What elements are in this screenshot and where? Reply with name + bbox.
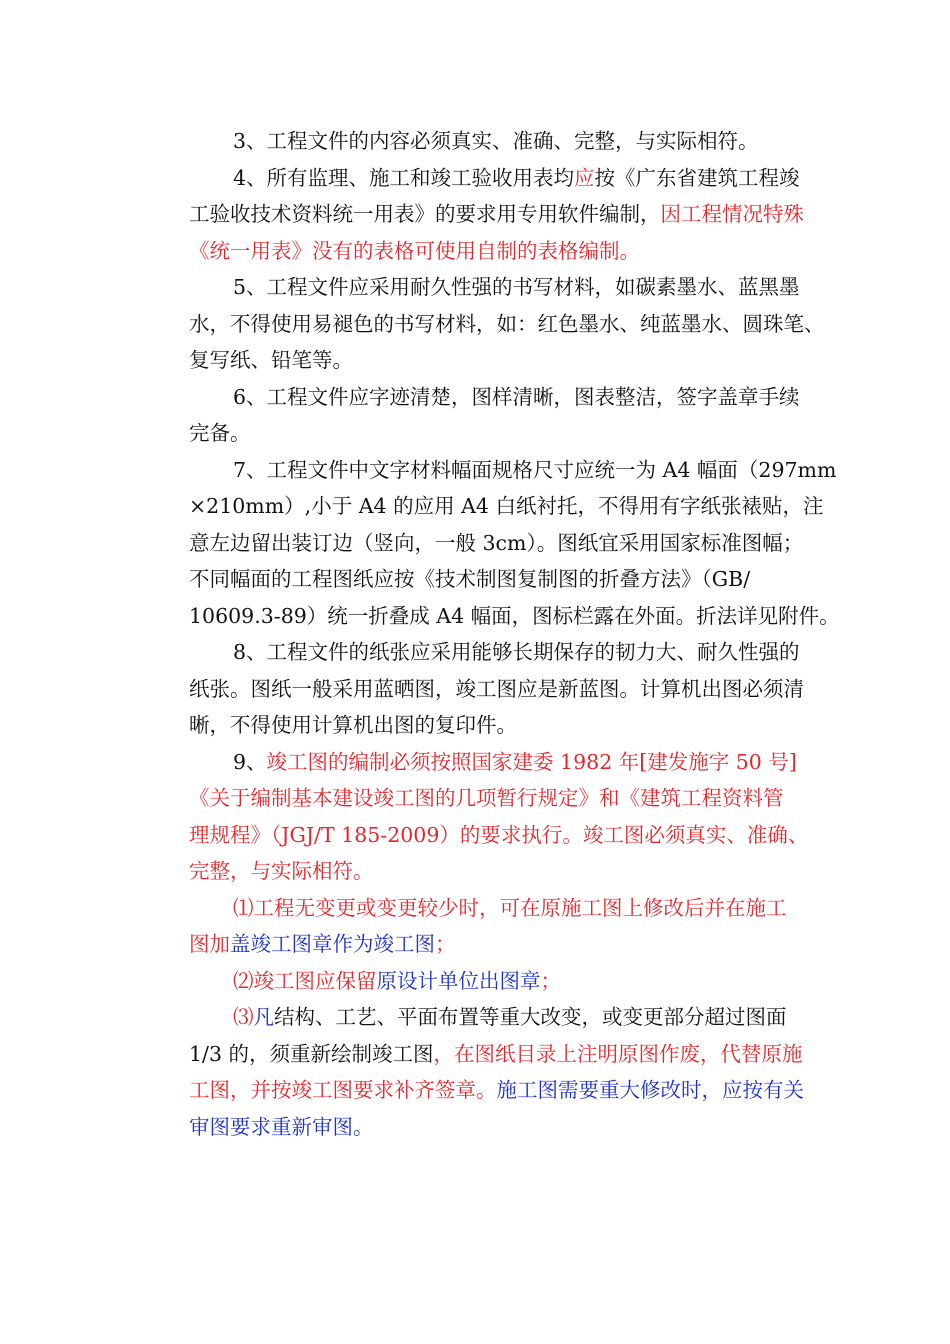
sub-item-1-text: ； (435, 932, 456, 956)
item-7-line-3: 意左边留出装订边（竖向，一般 3cm）。图纸宜采用国家标准图幅； (189, 530, 804, 555)
sub-item-3-line-1 (145, 999, 813, 1036)
sub-item-3-line-3 (145, 1072, 813, 1109)
item-4-highlight: 应 (574, 165, 595, 190)
item-7-line-2: ×210mm）,小于 A4 的应用 A4 白纸衬托，不得用有字纸张裱贴，注 (189, 494, 824, 518)
sub-item-2-highlight: 原设计单位出图章 (376, 968, 541, 993)
item-8-line-1: 8、工程文件的纸张应采用能够长期保存的韧力大、耐久性强的 (233, 640, 800, 664)
sub-item-3 (145, 999, 813, 1145)
sub-item-2 (145, 963, 813, 1000)
item-8 (145, 634, 813, 744)
item-4-line-3: 《统一用表》没有的表格可使用自制的表格编制。 (189, 238, 640, 263)
item-4-text: 工验收技术资料统一用表》的要求用专用软件编制， (189, 202, 661, 226)
item-5-line-2: 水，不得使用易褪色的书写材料，如：红色墨水、纯蓝墨水、圆珠笔、 (189, 311, 825, 336)
item-4-highlight: 因工程情况特殊 (660, 202, 804, 226)
item-3 (145, 123, 813, 160)
item-4 (145, 160, 813, 270)
sub-item-3-highlight: 施工图需要重大修改时，应按有关 (496, 1078, 804, 1102)
item-7-line-4: 不同幅面的工程图纸应按《技术制图复制图的折叠方法》（GB/ (189, 567, 751, 591)
sub-item-3-number: ⑶ (233, 1005, 254, 1029)
sub-item-1-line-1: ⑴工程无变更或变更较少时，可在原施工图上修改后并在施工 (233, 895, 787, 920)
document-page (145, 123, 840, 1145)
item-8-line-2: 纸张。图纸一般采用蓝晒图，竣工图应是新蓝图。计算机出图必须清 (189, 676, 804, 701)
sub-item-3-text: 1/3 的，须重新绘制竣工图 (189, 1041, 434, 1066)
sub-item-1-text: 图加 (189, 932, 230, 956)
sub-item-3-text: 结构、工艺、平面布置等重大改变，或变更部分超过图面 (274, 1005, 787, 1029)
sub-item-2-line-1 (145, 963, 813, 1000)
item-4-text: 4、所有监理、施工和竣工验收用表均 (233, 165, 575, 190)
item-9-highlight: 竣工图的编制必须按照国家建委 1982 年[建发施字 50 号] (266, 749, 797, 774)
item-6-line-2: 完备。 (189, 421, 251, 445)
item-9-line-3: 理规程》（JGJ/T 185-2009）的要求执行。竣工图必须真实、准确、 (189, 822, 809, 847)
item-9-line-1 (145, 744, 813, 781)
item-5-line-3: 复写纸、铅笔等。 (189, 348, 353, 372)
item-5-line-1: 5、工程文件应采用耐久性强的书写材料，如碳素墨水、蓝黑墨 (233, 275, 800, 299)
sub-item-3-highlight: ，在图纸目录上注明原图作废，代替原施 (433, 1041, 803, 1066)
sub-item-3-line-4: 审图要求重新审图。 (189, 1114, 374, 1139)
sub-item-1-line-2 (145, 926, 813, 963)
sub-item-1 (145, 890, 813, 963)
sub-item-2-text: ； (540, 968, 561, 993)
item-9 (145, 744, 813, 890)
item-6-line-1: 6、工程文件应字迹清楚，图样清晰，图表整洁，签字盖章手续 (233, 384, 800, 409)
item-7-line-5: 10609.3-89）统一折叠成 A4 幅面，图标栏露在外面。折法详见附件。 (189, 603, 840, 628)
sub-item-3-line-2 (145, 1036, 813, 1073)
item-9-line-4: 完整，与实际相符。 (189, 859, 374, 883)
item-9-line-2: 《关于编制基本建设竣工图的几项暂行规定》和《建筑工程资料管 (189, 786, 784, 810)
item-9-number: 9、 (233, 749, 267, 774)
item-8-line-3: 晰，不得使用计算机出图的复印件。 (189, 713, 517, 737)
sub-item-3-highlight: 工图，并按竣工图要求补齐签章。 (189, 1078, 497, 1102)
sub-item-3-highlight: 凡 (253, 1005, 274, 1029)
sub-item-2-text: ⑵竣工图应保留 (233, 968, 377, 993)
sub-item-1-highlight: 盖竣工图章作为竣工图 (230, 932, 435, 956)
item-4-text: 按《广东省建筑工程竣 (594, 165, 800, 190)
item-7 (145, 452, 840, 635)
item-4-line-2 (145, 196, 813, 233)
item-5 (145, 269, 825, 379)
item-7-line-1: 7、工程文件中文字材料幅面规格尺寸应统一为 A4 幅面（297mm (233, 457, 837, 482)
item-6 (145, 379, 813, 452)
item-4-line-1 (145, 160, 813, 197)
item-3-line-1: 3、工程文件的内容必须真实、准确、完整，与实际相符。 (233, 129, 759, 153)
